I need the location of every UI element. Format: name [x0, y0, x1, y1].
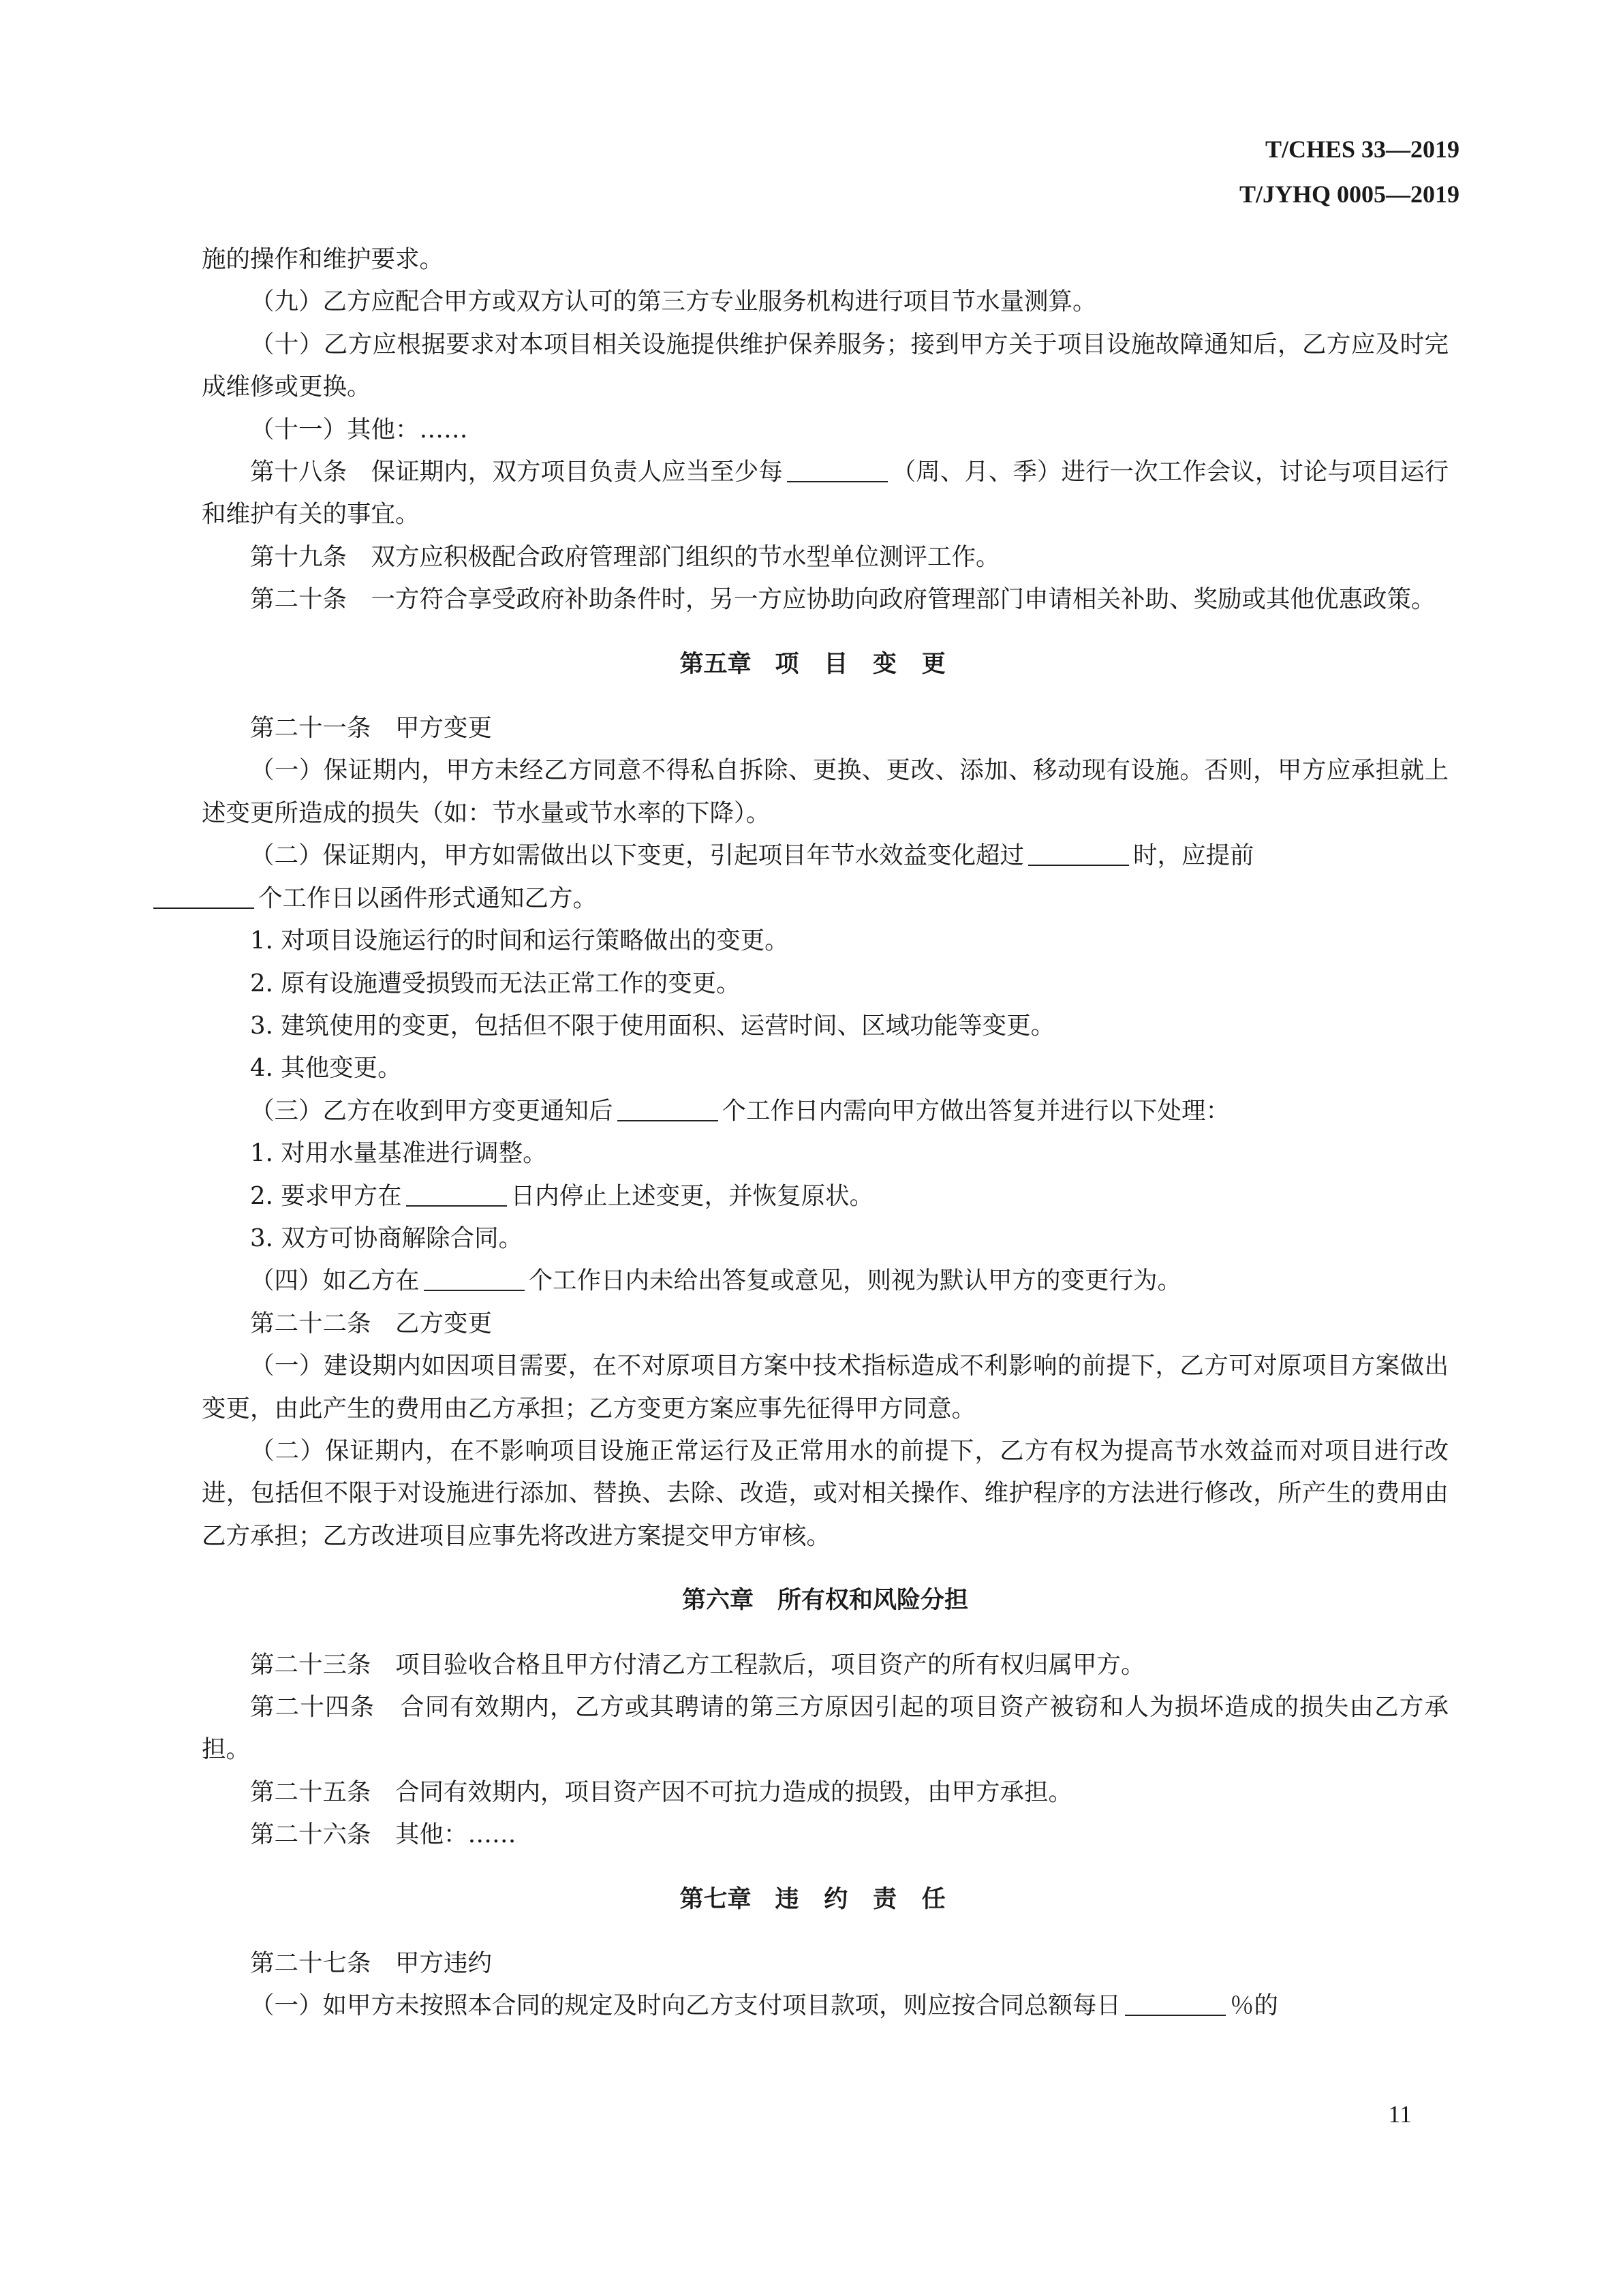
article-22: 第二十二条 乙方变更	[250, 1309, 493, 1337]
article-label: 第二十一条	[250, 714, 371, 743]
article-25: 第二十五条 合同有效期内，项目资产因不可抗力造成的损毁，由甲方承担。	[250, 1778, 1073, 1806]
article-label: 第十九条	[250, 542, 347, 571]
list-item: 3. 双方可协商解除合同。	[250, 1224, 523, 1252]
fill-blank	[1125, 1991, 1226, 2017]
chapter-7-heading: 第七章 违约责任	[679, 1885, 971, 1913]
article-23: 第二十三条 项目验收合格且甲方付清乙方工程款后，项目资产的所有权归属甲方。	[250, 1650, 1145, 1679]
paragraph-item-9: （九）乙方应配合甲方或双方认可的第三方专业服务机构进行项目节水量测算。	[250, 288, 1097, 316]
article-18: 第十八条 保证期内，双方项目负责人应当至少每 （周、月、季）进行一次工作会议，讨论与项目运行和维护有关的事宜。	[202, 458, 1449, 529]
standard-header	[1239, 127, 1459, 217]
standard-code-jyhq: T/JYHQ 0005—2019	[1239, 181, 1459, 208]
list-item: 2. 原有设施遭受损毁而无法正常工作的变更。	[250, 969, 741, 997]
fill-blank	[424, 1266, 525, 1292]
article-label: 第二十二条	[250, 1309, 371, 1337]
article-22-item-2: （二）保证期内，在不影响项目设施正常运行及正常用水的前提下，乙方有权为提高节水效益而对项目进行改进，包括但不限于对设施进行添加、替换、去除、改造，或对相关操作、维护程序的方法进行修改，所产生的费用由乙方承担；乙方改进项目应事先将改进方案提交甲方审核。	[202, 1436, 1449, 1550]
article-22-item-1: （一）建设期内如因项目需要，在不对原项目方案中技术指标造成不利影响的前提下，乙方可对原项目方案做出变更，由此产生的费用由乙方承担；乙方变更方案应事先征得甲方同意。	[202, 1352, 1449, 1423]
page-number: 11	[1388, 2100, 1412, 2128]
article-26: 第二十六条 其他：……	[250, 1820, 516, 1849]
article-21-item-2: （二）保证期内，甲方如需做出以下变更，引起项目年节水效益变化超过 时，应提前 个工作日以函件形式通知乙方。	[202, 835, 1449, 920]
article-label: 第二十三条	[250, 1650, 371, 1679]
fill-blank	[153, 883, 254, 909]
article-label: 第十八条	[250, 458, 347, 486]
article-21: 第二十一条 甲方变更	[250, 714, 493, 743]
fill-blank	[617, 1096, 718, 1121]
article-21-item-3: （三）乙方在收到甲方变更通知后 个工作日内需向甲方做出答复并进行以下处理：	[250, 1096, 1231, 1125]
list-item: 4. 其他变更。	[250, 1054, 402, 1083]
article-21-item-1: （一）保证期内，甲方未经乙方同意不得私自拆除、更换、更改、添加、移动现有设施。否则，甲方应承担就上述变更所造成的损失（如：节水量或节水率的下降）。	[202, 756, 1449, 827]
article-27-item-1: （一）如甲方未按照本合同的规定及时向乙方支付项目款项，则应按合同总额每日 ％的	[250, 1991, 1279, 2020]
article-19: 第十九条 双方应积极配合政府管理部门组织的节水型单位测评工作。	[250, 542, 1000, 571]
fill-blank	[406, 1181, 507, 1207]
list-item: 1. 对用水量基准进行调整。	[250, 1139, 547, 1168]
chapter-6-heading: 第六章 所有权和风险分担	[681, 1587, 969, 1615]
document-body	[202, 238, 1449, 2028]
article-label: 第二十四条	[250, 1693, 375, 1721]
article-27: 第二十七条 甲方违约	[250, 1949, 493, 1978]
article-21-item-4: （四）如乙方在 个工作日内未给出答复或意见，则视为默认甲方的变更行为。	[250, 1267, 1182, 1295]
fill-blank	[1028, 841, 1129, 867]
list-item: 1. 对项目设施运行的时间和运行策略做出的变更。	[250, 927, 789, 955]
fill-blank	[787, 457, 888, 483]
article-label: 第二十六条	[250, 1820, 371, 1849]
article-24: 第二十四条 合同有效期内，乙方或其聘请的第三方原因引起的项目资产被窃和人为损坏造成的损失由乙方承担。	[202, 1693, 1449, 1764]
article-20: 第二十条 一方符合享受政府补助条件时，另一方应协助向政府管理部门申请相关补助、奖励或其他优惠政策。	[250, 585, 1436, 614]
article-label: 第二十五条	[250, 1778, 371, 1806]
list-item: 2. 要求甲方在 日内停止上述变更，并恢复原状。	[250, 1181, 874, 1210]
chapter-5-heading: 第五章 项目变更	[679, 650, 971, 678]
paragraph-continued: 施的操作和维护要求。	[202, 245, 444, 273]
standard-code-ches: T/CHES 33—2019	[1265, 136, 1459, 163]
article-label: 第二十七条	[250, 1949, 371, 1978]
article-label: 第二十条	[250, 585, 347, 614]
paragraph-item-11: （十一）其他：……	[250, 415, 468, 444]
paragraph-item-10: （十）乙方应根据要求对本项目相关设施提供维护保养服务；接到甲方关于项目设施故障通知后，乙方应及时完成维修或更换。	[202, 330, 1449, 401]
list-item: 3. 建筑使用的变更，包括但不限于使用面积、运营时间、区域功能等变更。	[250, 1011, 1055, 1040]
